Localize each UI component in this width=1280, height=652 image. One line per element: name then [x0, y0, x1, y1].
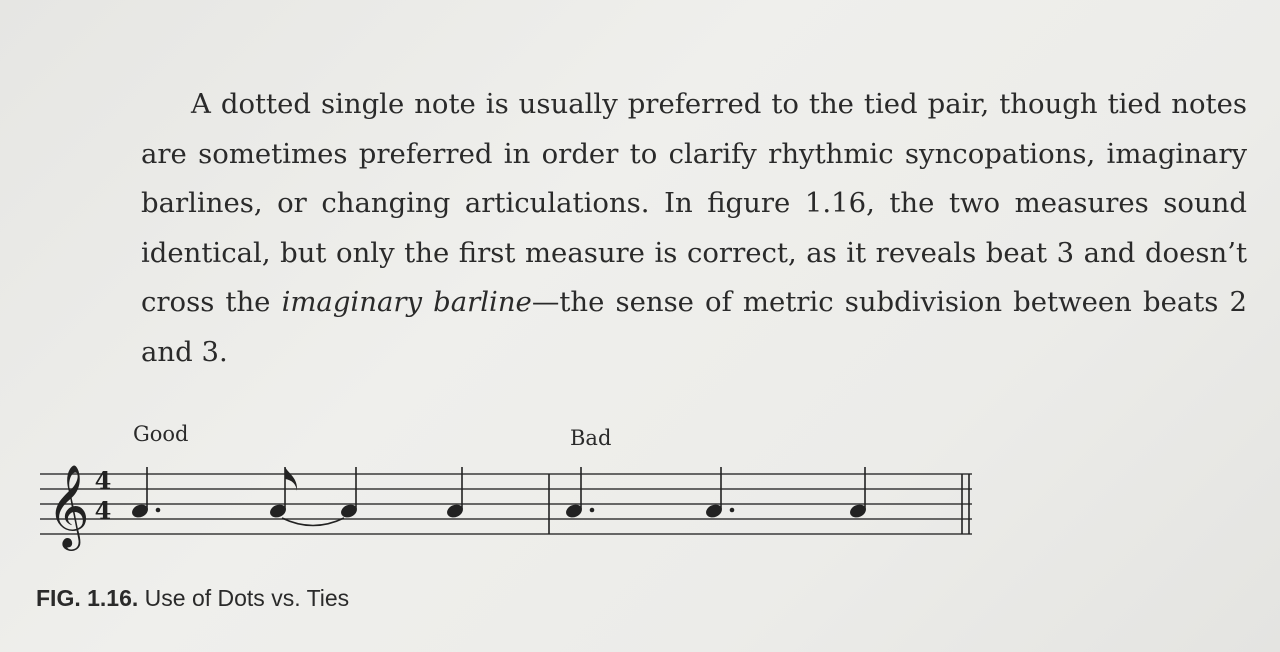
- augmentation-dot: [156, 508, 161, 513]
- paragraph-text-start: A dotted single note is usually preferred to the tied pair, though tied notes are sometimes preferred in order to clarify rhythmic syncopations, imaginary barlines, or changing articulations. In figure 1.16, the two measures sound identical, but only the first measure is correct, as it reveals beat 3 and doesn’t cross the: [141, 88, 1247, 318]
- time-signature-bottom: 4: [94, 496, 112, 525]
- italic-term: imaginary barline: [281, 286, 532, 318]
- time-signature-top: 4: [94, 466, 112, 495]
- note-quarter: [848, 467, 868, 520]
- staff-lines: [40, 474, 972, 534]
- treble-clef-icon: 𝄞: [47, 463, 90, 547]
- note-dotted-quarter: [130, 467, 160, 520]
- measure-label-good: Good: [133, 422, 189, 446]
- note-quarter: [445, 467, 465, 520]
- figure-number: FIG. 1.16.: [36, 585, 139, 611]
- note-quarter: [339, 467, 359, 520]
- figure-caption: [36, 585, 349, 612]
- note-eighth: [268, 467, 297, 520]
- figure-title: Use of Dots vs. Ties: [144, 585, 350, 611]
- paragraph-text-end: —the sense of metric subdivision between beats 2 and 3.: [141, 286, 1248, 368]
- eighth-flag: [285, 467, 297, 491]
- augmentation-dot: [590, 508, 595, 513]
- note-dotted-quarter: [704, 467, 734, 520]
- measure-label-bad: Bad: [570, 426, 612, 450]
- note-dotted-quarter: [564, 467, 594, 520]
- augmentation-dot: [730, 508, 735, 513]
